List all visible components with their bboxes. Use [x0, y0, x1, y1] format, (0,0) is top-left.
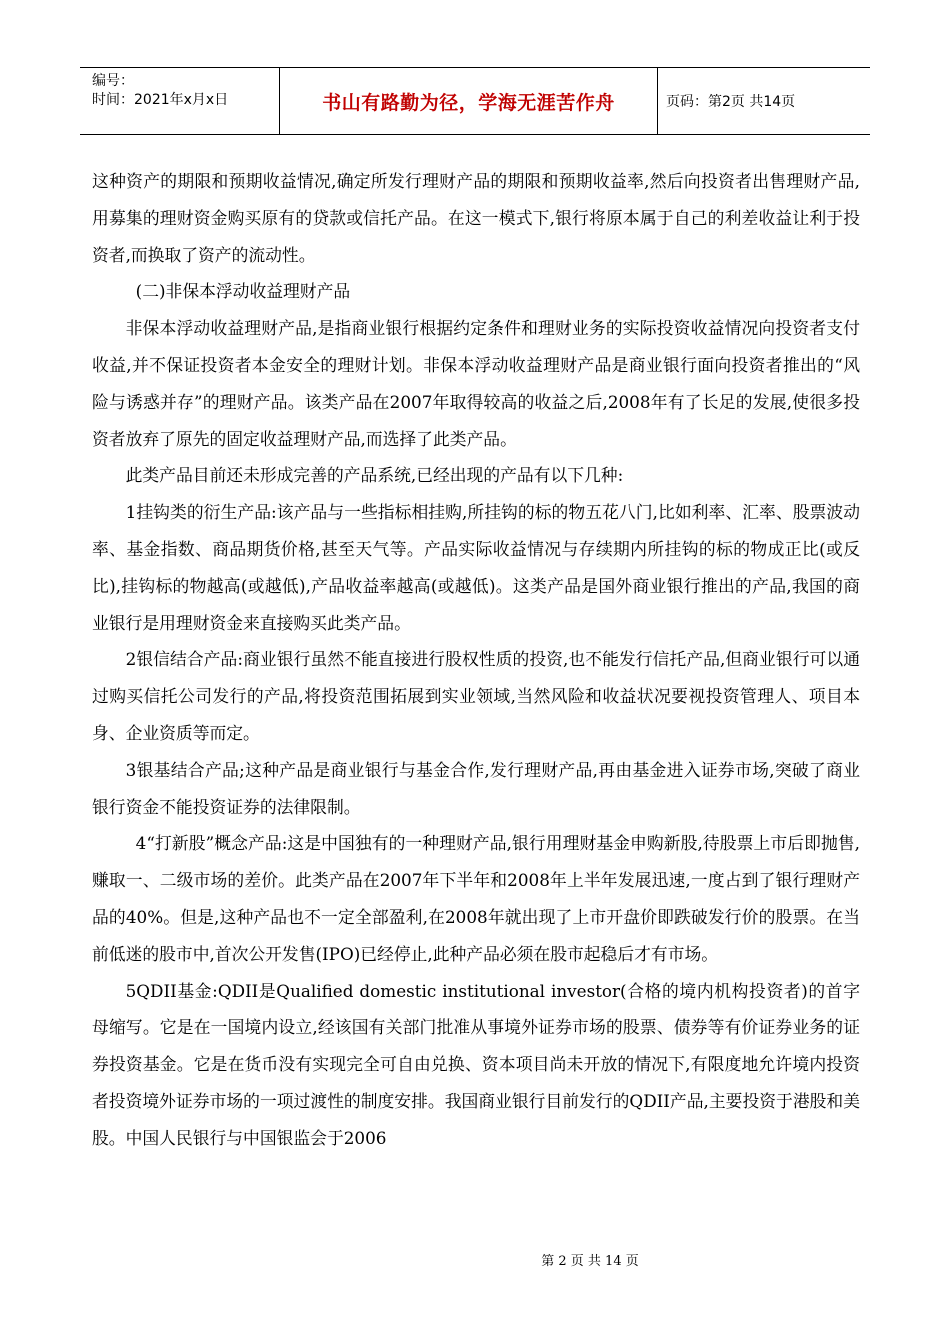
list-item-paragraph: 5QDII基金:QDII是Qualified domestic institutional investor(合格的境内机构投资者)的首字母缩写。它是在一国境内设立,经该国有关部门批准从事境外证券市场的股票、债券等有价证券业务的证券投资基金。它是在货币没有实现完全可自由兑换、资本项目尚未开放的情况下,有限度地允许境内投资者投资境外证券市场的一项过渡性的制度安排。我国商业银行目前发行的QDII产品,主要投资于港股和美股。中国人民银行与中国银监会于2006 [92, 980, 860, 1148]
paragraph: 非保本浮动收益理财产品,是指商业银行根据约定条件和理财业务的实际投资收益情况向投资者支付收益,并不保证投资者本金安全的理财计划。非保本浮动收益理财产品是商业银行面向投资者推出的“风险与诱惑并存”的理财产品。该类产品在2007年取得较高的收益之后,2008年有了长足的发展,使很多投资者放弃了原先的固定收益理财产品,而选择了此类产品。 [92, 318, 860, 449]
list-item-paragraph: 1挂钩类的衍生产品:该产品与一些指标相挂购,所挂钩的标的物五花八门,比如利率、汇率、股票波动率、基金指数、商品期货价格,甚至天气等。产品实际收益情况与存续期内所挂钩的标的物成正比(或反比),挂钩标的物越高(或越低),产品收益率越高(或越低)。这类产品是国外商业银行推出的产品,我国的商业银行是用理财资金来直接购买此类产品。 [92, 502, 860, 633]
header-page-info: 页码：第2页 共14页 [666, 94, 796, 110]
header-meta [80, 68, 280, 134]
list-item-paragraph: 4“打新股”概念产品:这是中国独有的一种理财产品,银行用理财基金申购新股,待股票上市后即抛售,赚取一、二级市场的差价。此类产品在2007年下半年和2008年上半年发展迅速,一度占到了银行理财产品的40%。但是,这种产品也不一定全部盈利,在2008年就出现了上市开盘价即跌破发行价的股票。在当前低迷的股市中,首次公开发售(IPO)已经停止,此种产品必须在股市起稳后才有市场。 [92, 833, 860, 964]
paragraph: 此类产品目前还未形成完善的产品系统,已经出现的产品有以下几种: [125, 465, 624, 486]
document-number-label: 编号： [92, 73, 134, 89]
page-header [80, 67, 870, 135]
list-item-paragraph: 2银信结合产品:商业银行虽然不能直接进行股权性质的投资,也不能发行信托产品,但商业银行可以通过购买信托公司发行的产品,将投资范围拓展到实业领域,当然风险和收益状况要视投资管理人、项目本身、企业资质等而定。 [92, 649, 860, 743]
list-item-paragraph: 3银基结合产品;这种产品是商业银行与基金合作,发行理财产品,再由基金进入证券市场,突破了商业银行资金不能投资证券的法律限制。 [92, 759, 860, 817]
header-motto: 书山有路勤为径，学海无涯苦作舟 [280, 68, 658, 134]
document-date: 时间：2021年x月x日 [92, 92, 229, 108]
paragraph-continuation: 这种资产的期限和预期收益情况,确定所发行理财产品的期限和预期收益率,然后向投资者出售理财产品,用募集的理财资金购买原有的贷款或信托产品。在这一模式下,银行将原本属于自己的利差收益让利于投资者,而换取了资产的流动性。 [92, 171, 860, 265]
page-footer: 第 2 页 共 14 页 [541, 1254, 639, 1269]
section-heading: (二)非保本浮动收益理财产品 [135, 281, 351, 302]
document-body [92, 163, 860, 1157]
